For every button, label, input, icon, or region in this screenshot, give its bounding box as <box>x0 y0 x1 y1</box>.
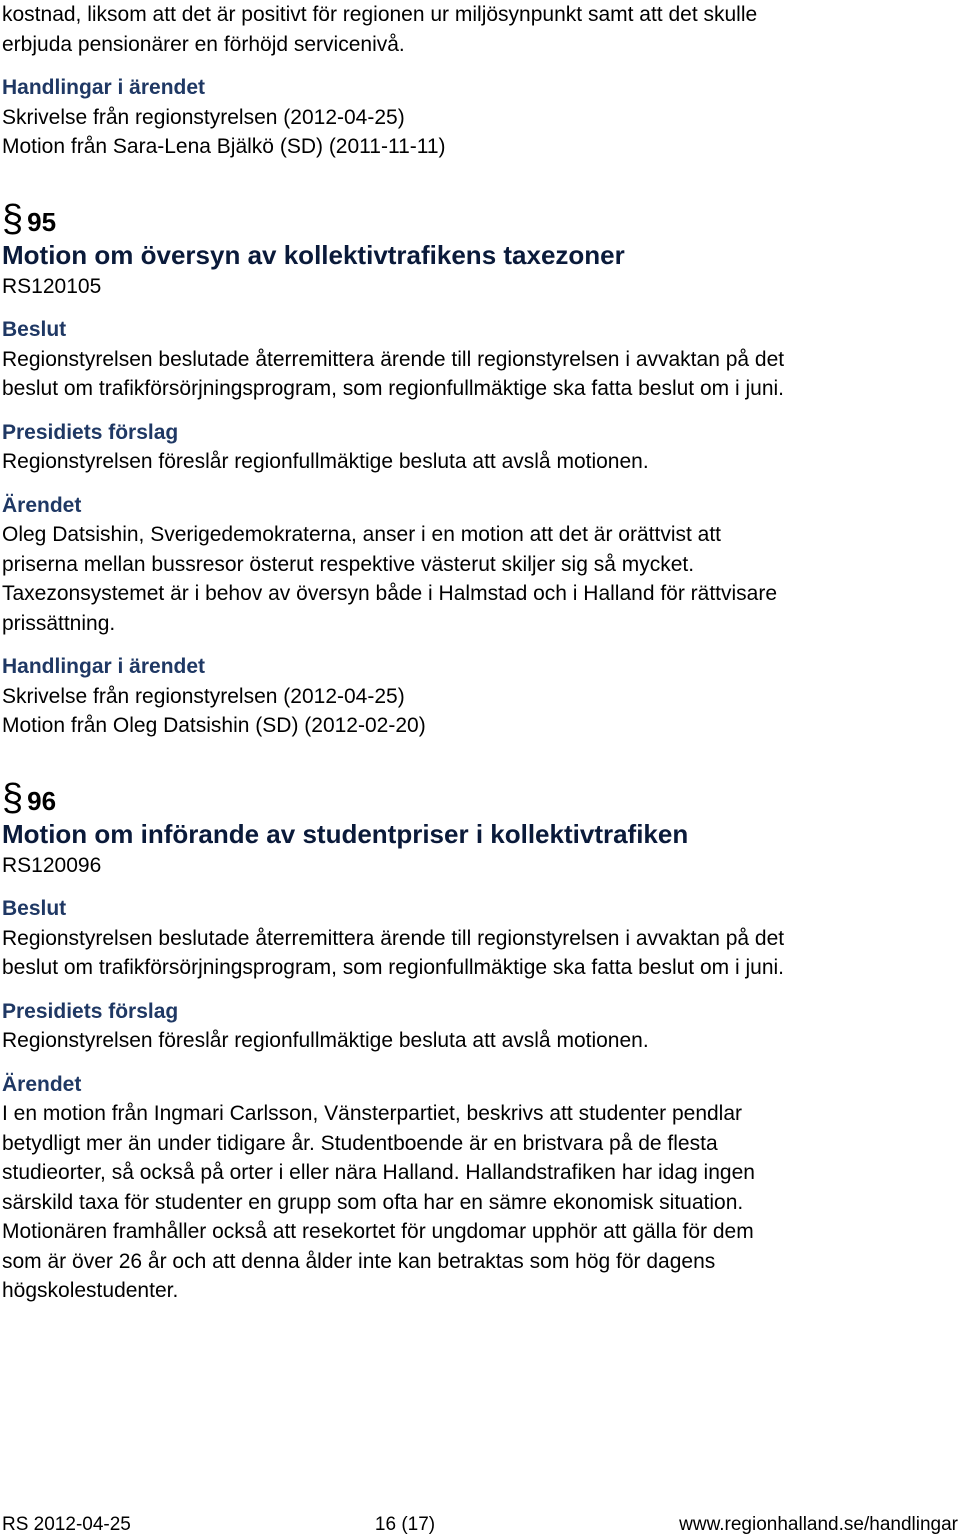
section-95 <box>2 197 958 741</box>
section-ref: RS120105 <box>2 274 102 298</box>
beslut-line: beslut om trafikförsörjningsprogram, som regionfullmäktige ska fatta beslut om i juni. <box>2 956 785 979</box>
handlingar-heading: Handlingar i ärendet <box>2 655 206 678</box>
section-96 <box>2 776 958 1306</box>
arendet-heading: Ärendet <box>2 493 82 517</box>
paragraph-symbol: § <box>2 776 24 819</box>
handlingar-item: Skrivelse från regionstyrelsen (2012-04-25) <box>2 105 405 129</box>
forslag-heading: Presidiets förslag <box>2 999 179 1023</box>
forslag-text: Regionstyrelsen föreslår regionfullmäktige besluta att avslå motionen. <box>2 1029 649 1052</box>
section-ref: RS120096 <box>2 853 102 877</box>
forslag-heading: Presidiets förslag <box>2 420 179 444</box>
document-page <box>2 0 958 1306</box>
arendet-line: Taxezonsystemet är i behov av översyn både i Halmstad och i Halland för rättvisare <box>2 582 778 605</box>
beslut-line: Regionstyrelsen beslutade återremittera ärende till regionstyrelsen i avvaktan på det <box>2 926 785 950</box>
beslut-line: beslut om trafikförsörjningsprogram, som regionfullmäktige ska fatta beslut om i juni. <box>2 377 785 400</box>
beslut-heading: Beslut <box>2 897 67 920</box>
forslag-text: Regionstyrelsen föreslår regionfullmäktige besluta att avslå motionen. <box>2 450 649 473</box>
section-title: Motion om införande av studentpriser i kollektivtrafiken <box>2 818 689 849</box>
arendet-line: studieorter, så också på orter i eller nära Halland. Hallandstrafiken har idag ingen <box>2 1161 755 1184</box>
handlingar-heading: Handlingar i ärendet <box>2 76 206 99</box>
arendet-line: högskolestudenter. <box>2 1279 179 1302</box>
footer-page-number: 16 (17) <box>374 1514 436 1535</box>
arendet-line: prissättning. <box>2 611 116 635</box>
section-number-value: 96 <box>27 785 57 816</box>
section-number <box>2 776 958 819</box>
arendet-line: Oleg Datsishin, Sverigedemokraterna, anser i en motion att det är orättvist att <box>2 523 722 546</box>
arendet-heading: Ärendet <box>2 1072 82 1096</box>
arendet-line: Motionären framhåller också att resekortet för ungdomar upphör att gälla för dem <box>2 1220 754 1243</box>
beslut-line: Regionstyrelsen beslutade återremittera ärende till regionstyrelsen i avvaktan på det <box>2 347 785 371</box>
intro-line: erbjuda pensionärer en förhöjd servicenivå. <box>2 32 405 56</box>
beslut-heading: Beslut <box>2 318 67 341</box>
arendet-line: priserna mellan bussresor österut respektive västerut skiljer sig så mycket. <box>2 552 695 576</box>
footer-url: www.regionhalland.se/handlingar <box>679 1514 958 1535</box>
page-footer <box>2 1510 958 1537</box>
section-number-value: 95 <box>27 206 57 237</box>
arendet-line: särskild taxa för studenter en grupp som ofta har en sämre ekonomisk situation. <box>2 1190 744 1214</box>
arendet-line: I en motion från Ingmari Carlsson, Vänsterpartiet, beskrivs att studenter pendlar <box>2 1102 743 1125</box>
handlingar-item: Motion från Sara-Lena Bjälkö (SD) (2011-11-11) <box>2 135 446 158</box>
paragraph-symbol: § <box>2 197 24 240</box>
section-number <box>2 197 958 240</box>
section-title: Motion om översyn av kollektivtrafikens taxezoner <box>2 239 625 270</box>
arendet-line: som är över 26 år och att denna ålder inte kan betraktas som hög för dagens <box>2 1249 716 1273</box>
arendet-line: betydligt mer än under tidigare år. Studentboende är en bristvara på de flesta <box>2 1131 718 1155</box>
handlingar-item: Skrivelse från regionstyrelsen (2012-04-25) <box>2 684 405 708</box>
intro-line: kostnad, liksom att det är positivt för regionen ur miljösynpunkt samt att det skulle <box>2 3 758 26</box>
footer-date: RS 2012-04-25 <box>2 1514 131 1535</box>
handlingar-item: Motion från Oleg Datsishin (SD) (2012-02-20) <box>2 714 426 737</box>
